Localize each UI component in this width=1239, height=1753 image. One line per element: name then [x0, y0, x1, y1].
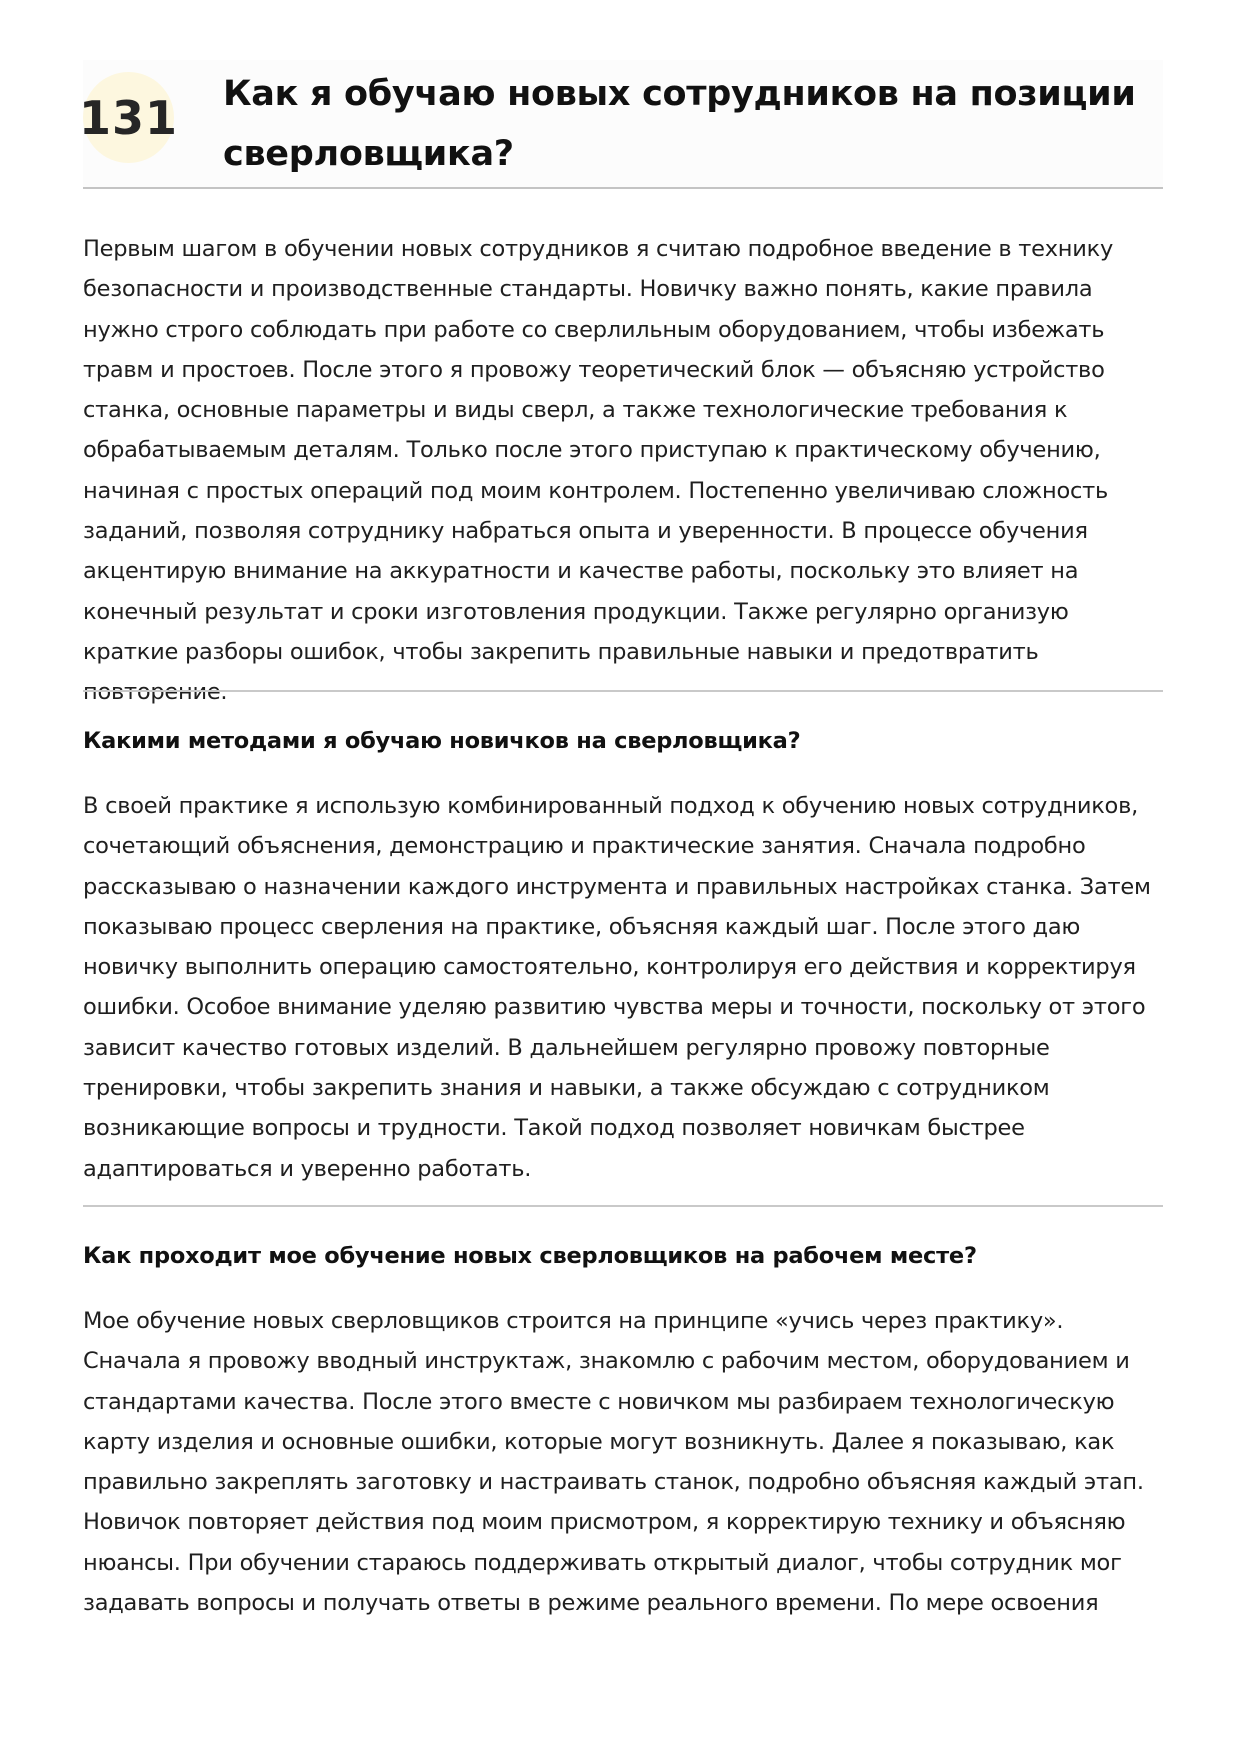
answer-paragraph-3: Мое обучение новых сверловщиков строится на принципе «учись через практику». Сначала я провожу вводный инструктаж, знакомлю с рабочим местом, оборудованием и стандартами качества. После этого вместе с новичком мы разбираем технологическую карту изделия и основные ошибки, которые могут возникнуть. Далее я показываю, как правильно закреплять заготовку и настраивать станок, подробно объясняя каждый этап. Новичок повторяет действия под моим присмотром, я корректирую технику и объясняю нюансы. При обучении стараюсь поддерживать открытый диалог, чтобы сотрудник мог задавать вопросы и получать ответы в режиме реального времени. По мере освоения: [83, 1308, 1144, 1617]
question-header: [78, 60, 1163, 189]
section-divider: [83, 1205, 1163, 1207]
answer-paragraph-1: Первым шагом в обучении новых сотрудников я считаю подробное введение в технику безопасности и производственные стандарты. Новичку важно понять, какие правила нужно строго соблюдать при работе со сверлильным оборудованием, чтобы избежать травм и простоев. После этого я провожу теоретический блок — объясняю устройство станка, основные параметры и виды сверл, а также технологические требования к обрабатываемым деталям. Только после этого приступаю к практическому обучению, начиная с простых операций под моим контролем. Постепенно увеличиваю сложность заданий, позволяя сотруднику набраться опыта и уверенности. В процессе обучения акцентирую внимание на аккуратности и качестве работы, поскольку это влияет на конечный результат и сроки изготовления продукции. Также регулярно организую краткие разборы ошибок, чтобы закрепить правильные навыки и предотвратить повторение.: [83, 236, 1114, 706]
question-title: Как я обучаю новых сотрудников на позиции сверловщика?: [223, 74, 1136, 174]
answer-paragraph-2: В своей практике я использую комбинированный подход к обучению новых сотрудников, сочетающий объяснения, демонстрацию и практические занятия. Сначала подробно рассказываю о назначении каждого инструмента и правильных настройках станка. Затем показываю процесс сверления на практике, объясняя каждый шаг. После этого даю новичку выполнить операцию самостоятельно, контролируя его действия и корректируя ошибки. Особое внимание уделяю развитию чувства меры и точности, поскольку от этого зависит качество готовых изделий. В дальнейшем регулярно провожу повторные тренировки, чтобы закрепить знания и навыки, а также обсуждаю с сотрудником возникающие вопросы и трудности. Такой подход позволяет новичкам быстрее адаптироваться и уверенно работать.: [83, 793, 1151, 1182]
subquestion-heading-1: Какими методами я обучаю новичков на сверловщика?: [83, 728, 801, 754]
section-divider: [83, 690, 1163, 692]
subquestion-heading-2: Как проходит мое обучение новых сверловщиков на рабочем месте?: [83, 1243, 977, 1269]
question-number-badge: 131: [83, 72, 174, 163]
